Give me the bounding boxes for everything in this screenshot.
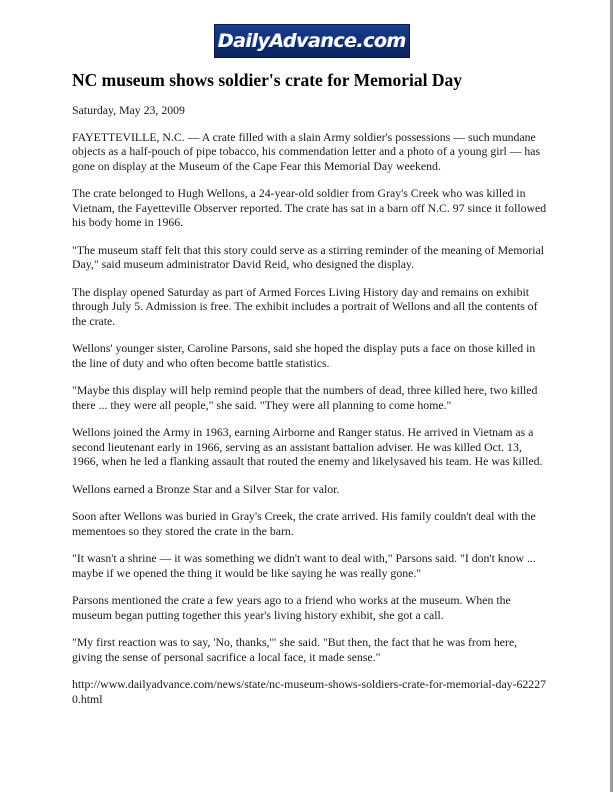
article-paragraph: FAYETTEVILLE, N.C. — A crate filled with a slain Army soldier's possessions — such mundane objects as a half-pouch of pipe tobacco, his commendation letter and a photo of a young girl — has gone on display at the Museum of the Cape Fear this Memorial Day weekend. bbox=[72, 129, 541, 173]
logo-text: DailyAdvance.com bbox=[218, 30, 406, 52]
dailyadvance-logo[interactable] bbox=[214, 24, 410, 58]
article-paragraph: Wellons joined the Army in 1963, earning Airborne and Ranger status. He arrived in Vietnam as a second lieutenant early in 1966, serving as an assistant battalion adviser. He was killed Oct. 13, 1966, when he led a flanking assault that routed the enemy and likelysaved his team. He was killed. bbox=[72, 425, 543, 468]
article-body bbox=[72, 103, 548, 706]
article-paragraph: "Maybe this display will help remind people that the numbers of dead, three killed here, two killed there ... they were all people," she said. "They were all planning to come home." bbox=[72, 383, 538, 412]
article-paragraph: "My first reaction was to say, 'No, thanks,'" she said. "But then, the fact that he was from here, giving the sense of personal sacrifice a local face, it made sense." bbox=[72, 635, 518, 664]
article-paragraph: The crate belonged to Hugh Wellons, a 24-year-old soldier from Gray's Creek who was killed in Vietnam, the Fayetteville Observer reported. The crate has sat in a barn off N.C. 97 since it followed his body home in 1966. bbox=[72, 186, 547, 229]
article-paragraph: Wellons' younger sister, Caroline Parsons, said she hoped the display puts a face on those killed in the line of duty and who often become battle statistics. bbox=[72, 341, 536, 370]
article-paragraph: Wellons earned a Bronze Star and a Silver Star for valor. bbox=[72, 481, 340, 496]
source-url[interactable]: http://www.dailyadvance.com/news/state/nc-museum-shows-soldiers-crate-for-memorial-day-622270.html bbox=[72, 677, 547, 706]
article-paragraph: Soon after Wellons was buried in Gray's Creek, the crate arrived. His family couldn't deal with the mementoes so they stored the crate in the barn. bbox=[72, 509, 536, 538]
article-paragraph: "It wasn't a shrine — it was something we didn't want to deal with," Parsons said. "I don't know ... maybe if we opened the thing it would be like saying he was really gone." bbox=[72, 551, 536, 580]
article-title: NC museum shows soldier's crate for Memorial Day bbox=[72, 70, 462, 90]
article-paragraph: The display opened Saturday as part of Armed Forces Living History day and remains on exhibit through July 5. Admission is free. The exhibit includes a portrait of Wellons and all the contents of the crate. bbox=[72, 284, 538, 328]
article-paragraph: "The museum staff felt that this story could serve as a stirring reminder of the meaning of Memorial Day," said museum administrator David Reid, who designed the display. bbox=[72, 242, 545, 271]
article-date: Saturday, May 23, 2009 bbox=[72, 103, 185, 117]
article-paragraph: Parsons mentioned the crate a few years ago to a friend who works at the museum. When the museum began putting together this year's living history exhibit, she got a call. bbox=[72, 593, 511, 622]
